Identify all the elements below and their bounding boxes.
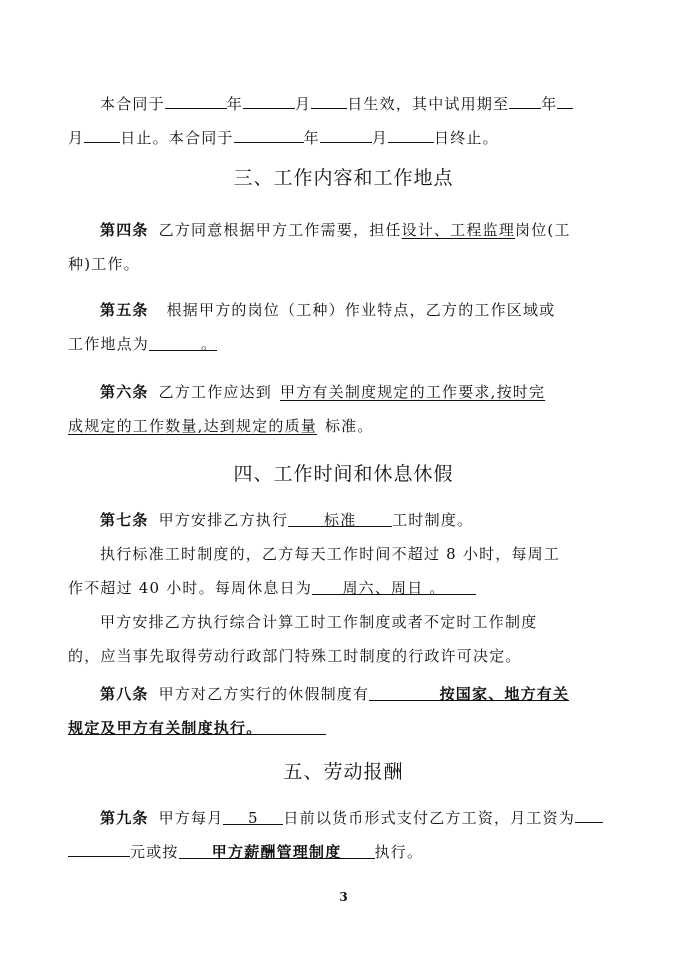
text: 年 <box>541 95 558 113</box>
article-5-line-2 <box>68 334 616 354</box>
termination-date-line <box>68 126 616 148</box>
blank-monthly-wage <box>575 806 603 823</box>
text: 月 <box>295 95 312 113</box>
filled-value: 周六、周日 。 <box>342 579 446 597</box>
text: 本合同于 <box>100 95 165 113</box>
text: 执行。 <box>374 843 424 861</box>
article-8-line-1 <box>68 684 616 704</box>
blank-rest-days <box>312 578 476 595</box>
paragraph-standard-hours-1 <box>68 544 616 564</box>
article-9-line-1 <box>68 806 616 828</box>
blank-day <box>84 126 120 143</box>
paragraph-flexible-hours-2 <box>68 646 616 666</box>
text: 月 <box>68 129 85 147</box>
text: 日生效，其中试用期至 <box>347 95 510 113</box>
effective-date-line <box>68 92 616 114</box>
article-9-line-2 <box>68 840 616 862</box>
blank-work-hours <box>288 510 392 527</box>
article-6-line-1 <box>68 382 616 402</box>
text: 乙方同意根据甲方工作需要，担任 <box>158 221 402 239</box>
blank-month <box>243 92 295 109</box>
text: 作不超过 40 小时。每周休息日为 <box>68 579 313 597</box>
filled-value: 。 <box>200 335 218 353</box>
text: 元或按 <box>130 843 179 861</box>
paragraph-flexible-hours-1 <box>68 612 616 632</box>
article-7-line <box>68 510 616 530</box>
text: 执行标准工时制度的，乙方每天工作时间不超过 8 小时，每周工 <box>100 545 561 563</box>
text: 根据甲方的岗位（工种）作业特点，乙方的工作区域或 <box>166 301 556 319</box>
filled-value: 甲方有关制度规定的工作要求,按时完 <box>280 383 546 401</box>
text: 乙方工作应达到 <box>158 383 273 401</box>
text: 日前以货币形式支付乙方工资，月工资为 <box>283 809 576 827</box>
article-label: 第七条 <box>100 511 149 529</box>
article-5-line-1 <box>68 300 616 320</box>
text: 日终止。 <box>434 129 499 147</box>
blank-leave-policy <box>68 718 326 735</box>
text: 年 <box>226 95 244 113</box>
text: 月 <box>371 129 389 147</box>
blank-location <box>149 334 217 351</box>
paragraph-standard-hours-2 <box>68 578 616 598</box>
section-heading-5: 五、劳动报酬 <box>283 761 404 783</box>
blank-month <box>320 126 372 143</box>
blank-year <box>165 92 227 109</box>
text: 日止。本合同于 <box>120 129 234 147</box>
text: 工时制度。 <box>392 511 474 529</box>
filled-value: 规定及甲方有关制度执行。 <box>68 719 263 737</box>
filled-value: 标准 <box>324 511 357 529</box>
text: 种)工作。 <box>68 255 140 273</box>
page-number: 3 <box>339 890 348 904</box>
text: 年 <box>303 129 320 147</box>
filled-value: 成规定的工作数量,达到规定的质量 <box>68 417 317 435</box>
blank-pay-day <box>223 808 283 825</box>
article-label: 第六条 <box>100 383 149 401</box>
blank-month <box>557 92 573 109</box>
article-label: 第八条 <box>100 685 149 703</box>
text: 标准。 <box>324 417 374 435</box>
article-label: 第四条 <box>100 221 149 239</box>
filled-value: 5 <box>248 809 259 827</box>
article-8-line-2 <box>68 718 616 738</box>
filled-value: 设计、工程监理 <box>401 221 516 239</box>
text: 的，应当事先取得劳动行政部门特殊工时制度的行政许可决定。 <box>68 647 522 665</box>
article-label: 第五条 <box>100 301 149 319</box>
article-4-line-2 <box>68 254 616 274</box>
section-heading-3: 三、工作内容和工作地点 <box>233 167 454 189</box>
filled-value: 甲方薪酬管理制度 <box>211 843 342 861</box>
article-4-line-1 <box>68 220 616 240</box>
text: 岗位(工 <box>515 221 571 239</box>
text: 甲方每月 <box>158 809 224 827</box>
text: 甲方对乙方实行的休假制度有 <box>158 685 370 703</box>
blank-year <box>234 126 304 143</box>
text: 甲方安排乙方执行综合计算工时工作制度或者不定时工作制度 <box>100 613 538 631</box>
blank-day <box>388 126 434 143</box>
blank-monthly-wage <box>68 840 130 857</box>
text: 甲方安排乙方执行 <box>158 511 289 529</box>
article-6-line-2 <box>68 416 616 436</box>
section-heading-4: 四、工作时间和休息休假 <box>233 463 454 485</box>
filled-value: 按国家、地方有关 <box>439 685 570 703</box>
blank-leave-policy <box>369 684 569 701</box>
article-label: 第九条 <box>100 809 149 827</box>
blank-day <box>311 92 347 109</box>
blank-year <box>509 92 541 109</box>
blank-pay-policy <box>179 842 375 859</box>
text: 工作地点为 <box>68 335 150 353</box>
